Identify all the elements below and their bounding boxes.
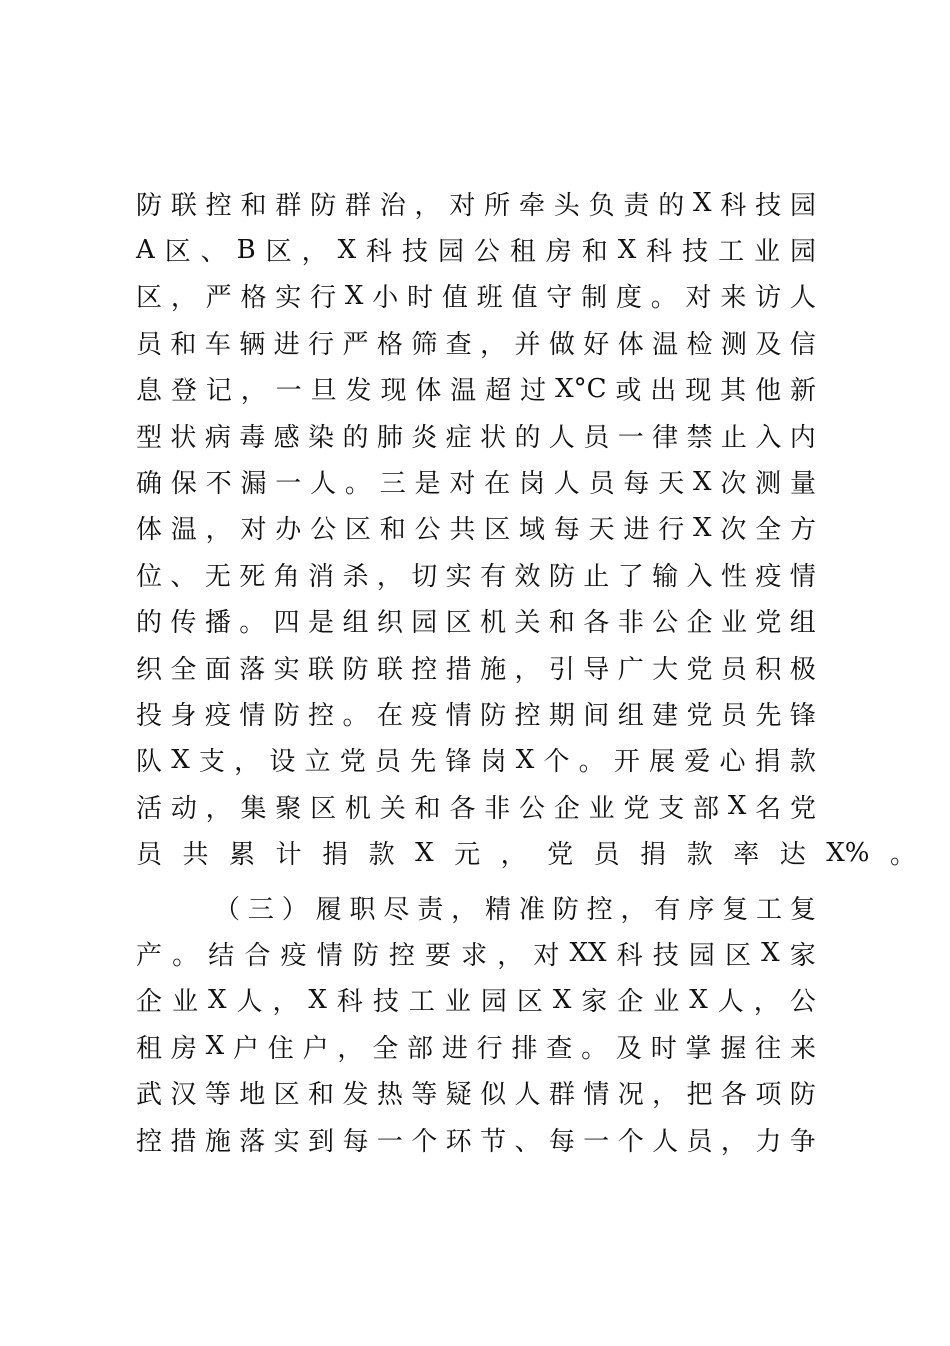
paragraph-2 (136, 884, 816, 1162)
text-line: 织 全 面 落 实 联 防 联 控 措 施 ， 引 导 广 大 党 员 积 极 (136, 654, 816, 685)
text-line: （ 三 ） 履 职 尽 责 ， 精 准 防 控 ， 有 序 复 工 复 (214, 894, 816, 925)
paragraph-1 (136, 180, 916, 876)
text-line: 体 温 ， 对 办 公 区 和 公 共 区 域 每 天 进 行 X 次 全 方 (136, 512, 816, 546)
text-line: 员 共 累 计 捐 款 X 元 ， 党 员 捐 款 率 达 X% 。 (136, 837, 916, 871)
text-line: 武 汉 等 地 区 和 发 热 等 疑 似 人 群 情 况 ， 把 各 项 防 (136, 1080, 816, 1111)
text-line: 位 、 无 死 角 消 杀 ， 切 实 有 效 防 止 了 输 入 性 疫 情 (136, 561, 816, 592)
text-line: 企 业 X 人 ， X 科 技 工 业 园 区 X 家 企 业 X 人 ， 公 (136, 984, 816, 1018)
text-line: 产 。 结 合 疫 情 防 控 要 求 ， 对 XX 科 技 园 区 X 家 (136, 938, 816, 971)
text-line: 队 X 支 ， 设 立 党 员 先 锋 岗 X 个 。 开 展 爱 心 捐 款 (136, 744, 816, 778)
text-line: 的 传 播 。 四 是 组 织 园 区 机 关 和 各 非 公 企 业 党 组 (136, 608, 816, 639)
text-line: 员 和 车 辆 进 行 严 格 筛 查 ， 并 做 好 体 温 检 测 及 信 (136, 329, 816, 360)
text-line: 投 身 疫 情 防 控 。 在 疫 情 防 控 期 间 组 建 党 员 先 锋 (136, 700, 816, 731)
text-line: 控 措 施 落 实 到 每 一 个 环 节 、 每 一 个 人 员 ， 力 争 (136, 1126, 816, 1157)
text-line: 防 联 控 和 群 防 群 治 ， 对 所 牵 头 负 责 的 X 科 技 园 (136, 188, 816, 221)
text-line: 型 状 病 毒 感 染 的 肺 炎 症 状 的 人 员 一 律 禁 止 入 内 (136, 422, 816, 453)
text-line: 租 房 X 户 住 户 ， 全 部 进 行 排 查 。 及 时 掌 握 往 来 (136, 1031, 816, 1064)
body-text (136, 180, 916, 1162)
text-line: 区 ， 严 格 实 行 X 小 时 值 班 值 守 制 度 。 对 来 访 人 (136, 280, 816, 314)
text-line: A 区 、 B 区 ， X 科 技 园 公 租 房 和 X 科 技 工 业 园 (136, 234, 816, 268)
text-line: 息 登 记 ， 一 旦 发 现 体 温 超 过 X°C 或 出 现 其 他 新 (136, 373, 816, 407)
text-line: 确 保 不 漏 一 人 。 三 是 对 在 岗 人 员 每 天 X 次 测 量 (136, 466, 816, 500)
text-line: 活 动 ， 集 聚 区 机 关 和 各 非 公 企 业 党 支 部 X 名 党 (136, 791, 816, 824)
